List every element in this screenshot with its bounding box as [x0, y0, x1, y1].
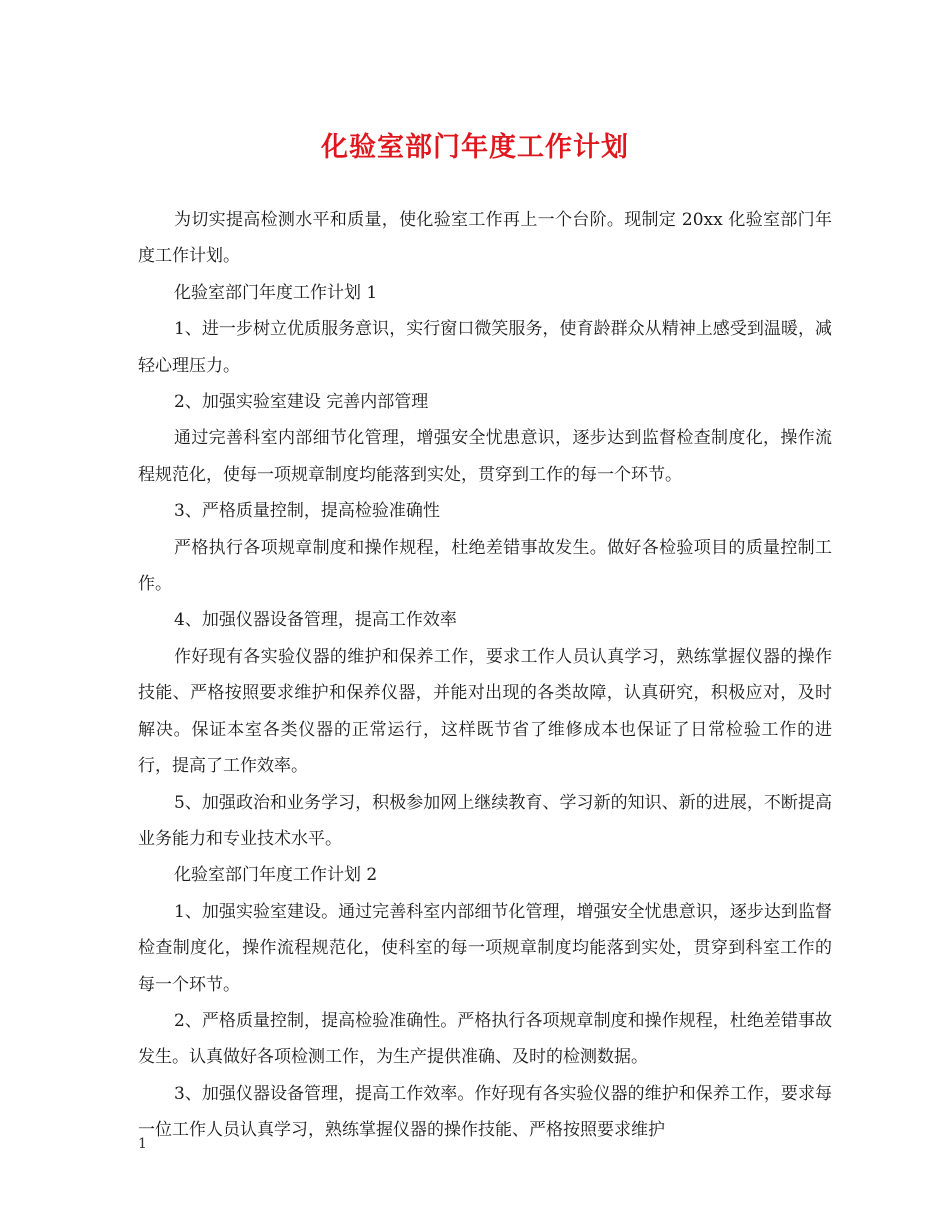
paragraph-intro: 为切实提高检测水平和质量，使化验室工作再上一个台阶。现制定 20xx 化验室部门年度工作计划。	[138, 210, 832, 267]
paragraph-plan2-item-2: 2、严格质量控制，提高检验准确性。严格执行各项规章制度和操作规程，杜绝差错事故发生。认真做好各项检测工作，为生产提供准确、及时的检测数据。	[138, 1010, 832, 1068]
paragraph-plan2-item-3: 3、加强仪器设备管理，提高工作效率。作好现有各实验仪器的维护和保养工作，要求每一位工作人员认真学习，熟练掌握仪器的操作技能、严格按照要求维护	[138, 1083, 832, 1141]
paragraph-plan1-item-4-heading: 4、加强仪器设备管理，提高工作效率	[174, 610, 457, 631]
paragraph-plan1-item-2-heading: 2、加强实验室建设 完善内部管理	[174, 392, 429, 413]
paragraph-plan1-item-1: 1、进一步树立优质服务意识，实行窗口微笑服务，使育龄群众从精神上感受到温暖，减轻心理压力。	[138, 319, 832, 376]
paragraph-plan1-item-3-body: 严格执行各项规章制度和操作规程，杜绝差错事故发生。做好各检验项目的质量控制工作。	[138, 537, 832, 595]
document-body	[138, 202, 832, 1149]
section-heading-plan-2: 化验室部门年度工作计划 2	[174, 865, 378, 886]
document-title: 化验室部门年度工作计划	[321, 132, 629, 163]
section-heading-plan-1: 化验室部门年度工作计划 1	[174, 282, 378, 303]
paragraph-plan1-item-3-heading: 3、严格质量控制，提高检验准确性	[174, 501, 440, 522]
paragraph-plan1-item-5: 5、加强政治和业务学习，积极参加网上继续教育、学习新的知识、新的进展，不断提高业务能力和专业技术水平。	[138, 792, 832, 849]
paragraph-plan1-item-4-body: 作好现有各实验仪器的维护和保养工作，要求工作人员认真学习，熟练掌握仪器的操作技能、严格按照要求维护和保养仪器，并能对出现的各类故障，认真研究，积极应对，及时解决。保证本室各类仪器的正常运行，这样既节省了维修成本也保证了日常检验工作的进行，提高了工作效率。	[138, 646, 832, 777]
page-number: 1	[138, 1136, 147, 1152]
paragraph-plan1-item-2-body: 通过完善科室内部细节化管理，增强安全忧患意识，逐步达到监督检查制度化，操作流程规范化，使每一项规章制度均能落到实处，贯穿到工作的每一个环节。	[138, 428, 832, 485]
paragraph-plan2-item-1: 1、加强实验室建设。通过完善科室内部细节化管理，增强安全忧患意识，逐步达到监督检查制度化，操作流程规范化，使科室的每一项规章制度均能落到实处，贯穿到科室工作的每一个环节。	[138, 901, 832, 995]
